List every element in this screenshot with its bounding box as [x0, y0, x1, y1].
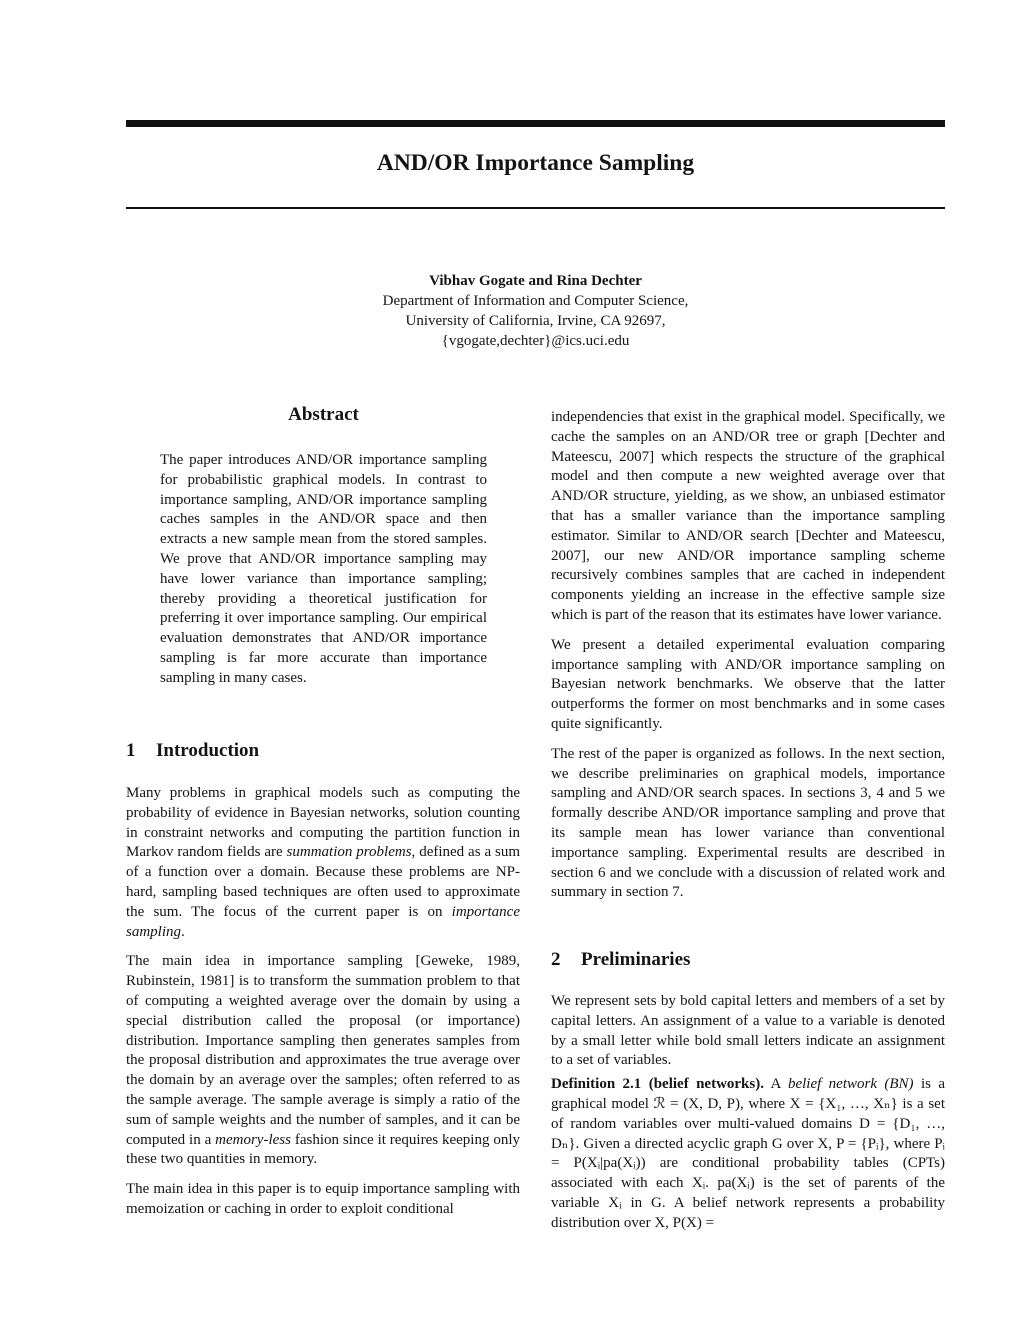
right-column-bottom	[551, 992, 945, 1244]
section-title: Introduction	[156, 740, 260, 761]
abstract-heading: Abstract	[288, 404, 359, 425]
prelim-paragraph-1: We represent sets by bold capital letters and members of a set by capital letters. An assignment of a value to a variable is denoted by a small letter while bold small letters indicate an assignment to a set of variables.	[551, 993, 945, 1069]
section-title: Preliminaries	[581, 949, 691, 970]
right-column-top	[551, 408, 945, 913]
section-number: 1	[126, 740, 136, 761]
affiliation-line-1: Department of Information and Computer Science,	[382, 293, 689, 309]
affiliation-line-2: University of California, Irvine, CA 92697,	[405, 313, 666, 329]
author-block	[126, 271, 945, 351]
section-introduction-heading	[126, 740, 259, 762]
left-column	[126, 784, 520, 1230]
intro-paragraph-2: The main idea in importance sampling [Geweke, 1989, Rubinstein, 1981] is to transform the summation problem to that of computing a weighted average over the domain by using a special distribution called the proposal (or importance) distribution. Importance sampling then generates samples from the proposal distribution and approximates the true average over the domain by an average over the samples; often referred to as the sample average. The sample average is simply a ratio of the sum of sample weights and the number of samples, and it can be computed in a memory-less fashion since it requires keeping only these two quantities in memory.	[126, 953, 520, 1168]
author-email: {vgogate,dechter}@ics.uci.edu	[441, 333, 630, 349]
title-rule-top	[126, 120, 945, 127]
intro-paragraph-6: The rest of the paper is organized as follows. In the next section, we describe preliminaries on graphical models, importance sampling and AND/OR search spaces. In sections 3, 4 and 5 we formally describe AND/OR importance sampling and prove that its sample mean has lower variance than conventional importance sampling. Experimental results are described in section 6 and we conclude with a discussion of related work and summary in section 7.	[551, 745, 945, 901]
paper-title: AND/OR Importance Sampling	[376, 150, 695, 176]
abstract-text: The paper introduces AND/OR importance sampling for probabilistic graphical models. In contrast to importance sampling, AND/OR importance sampling caches samples in the AND/OR space and then extracts a new sample mean from the stored samples. We prove that AND/OR importance sampling may have lower variance than importance sampling; thereby providing a theoretical justification for preferring it over importance sampling. Our empirical evaluation demonstrates that AND/OR importance sampling is far more accurate than importance sampling in many cases.	[160, 452, 487, 686]
intro-paragraph-5: We present a detailed experimental evaluation comparing importance sampling with AND/OR importance sampling on Bayesian network benchmarks. We observe that the latter outperforms the former on most benchmarks and in some cases quite significantly.	[551, 636, 945, 732]
intro-paragraph-4: independencies that exist in the graphical model. Specifically, we cache the samples on an AND/OR tree or graph [Dechter and Mateescu, 2007] which respects the structure of the graphical model and then compute a new weighted average over that AND/OR structure, yielding, as we show, an unbiased estimator that has a smaller variance than the importance sampling estimator. Similar to AND/OR search [Dechter and Mateescu, 2007], our new AND/OR importance sampling scheme recursively combines samples that are cached in independent components yielding an increase in the effective sample size which is part of the reason that its estimates have lower variance.	[551, 409, 945, 623]
definition-2-1: Definition 2.1 (belief networks). A belief network (BN) is a graphical model ℛ = (X, D, P), where X = {X₁, …, Xₙ} is a set of random variables over multi-valued domains D = {D₁, …, Dₙ}. Given a directed acyclic graph G over X, P = {Pᵢ}, where Pᵢ = P(Xᵢ|pa(Xᵢ)) are conditional probability tables (CPTs) associated with each Xᵢ. pa(Xᵢ) is the set of parents of the variable Xᵢ in G. A belief network represents a probability distribution over X, P(X) =	[551, 1076, 946, 1231]
intro-paragraph-3: The main idea in this paper is to equip importance sampling with memoization or caching in order to exploit conditional	[126, 1181, 520, 1217]
section-preliminaries-heading	[551, 949, 690, 971]
intro-paragraph-1: Many problems in graphical models such as computing the probability of evidence in Bayesian networks, solution counting in constraint networks and computing the partition function in Markov random fields are summation problems, defined as a sum of a function over a domain. Because these problems are NP-hard, sampling based techniques are often used to approximate the sum. The focus of the current paper is on importance sampling.	[126, 785, 521, 940]
section-number: 2	[551, 949, 561, 970]
author-names: Vibhav Gogate and Rina Dechter	[429, 273, 642, 289]
title-rule-bottom	[126, 207, 945, 209]
